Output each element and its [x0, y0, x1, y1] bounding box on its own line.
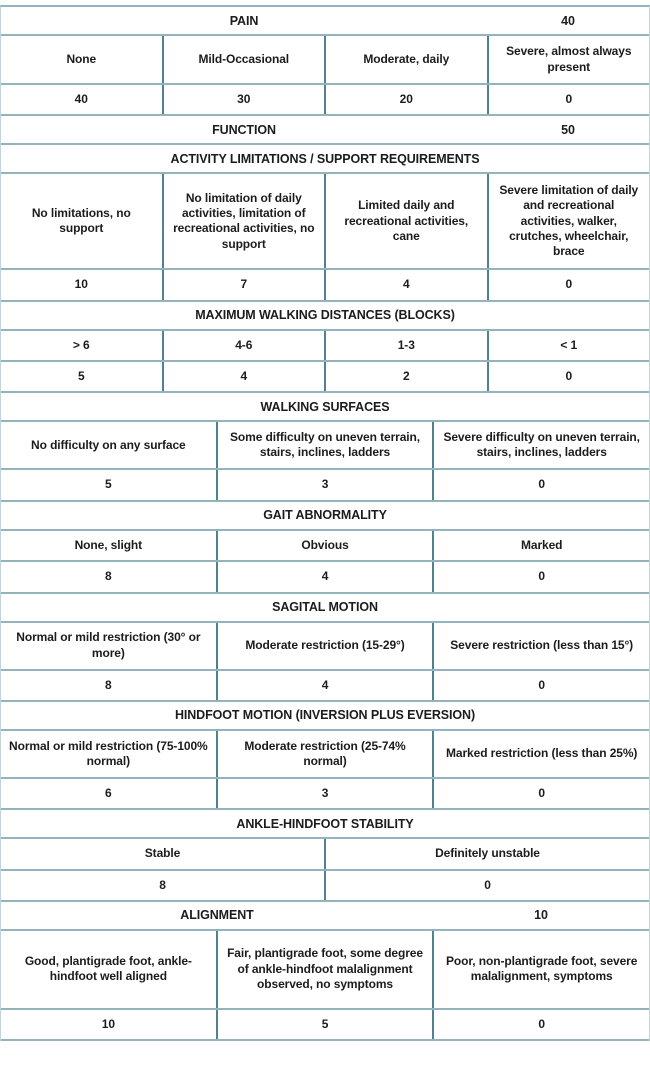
alignment-options-row: [1, 931, 649, 1010]
gait-value: 4: [216, 562, 433, 591]
hindfoot-option-moderate: Moderate restriction (25-74% normal): [216, 731, 433, 777]
hindfoot-option-normal: Normal or mild restriction (75-100% normal): [9, 738, 208, 768]
activity-option-no-daily-limitation: No limitation of daily activities, limitation of recreational activities, no support: [162, 174, 325, 268]
hindfoot-value: 3: [216, 779, 433, 808]
walking-surfaces-values-row: [1, 470, 649, 501]
walking-distances-header-row: [1, 302, 649, 331]
distance-value: 2: [324, 362, 487, 391]
stability-values-row: [1, 871, 649, 902]
alignment-values-row: [1, 1010, 649, 1041]
pain-value: 30: [162, 85, 325, 114]
surface-option-no-difficulty: No difficulty on any surface: [31, 437, 186, 452]
activity-limitations-options-row: [1, 174, 649, 270]
pain-option-mild: Mild-Occasional: [162, 36, 325, 83]
pain-value: 0: [487, 85, 650, 114]
sagital-motion-section-title: SAGITAL MOTION: [272, 600, 378, 615]
function-section-title: FUNCTION: [212, 122, 276, 137]
gait-option-none: None, slight: [74, 537, 143, 552]
pain-options-row: [1, 36, 649, 85]
alignment-option-good: Good, plantigrade foot, ankle-hindfoot well aligned: [24, 954, 192, 984]
activity-option-severe-limitation: Severe limitation of daily and recreational activities, walker, crutches, wheelchair, brace: [487, 174, 650, 268]
pain-option-none: None: [66, 51, 97, 66]
stability-option-unstable: Definitely unstable: [324, 839, 649, 868]
alignment-value: 0: [432, 1010, 649, 1039]
activity-option-no-limitations: No limitations, no support: [31, 206, 131, 236]
pain-option-severe: Severe, almost always present: [487, 36, 650, 83]
gait-header-row: [1, 502, 649, 531]
distance-value: 4: [162, 362, 325, 391]
walking-distances-values-row: [1, 362, 649, 393]
activity-value: 0: [487, 270, 650, 299]
hindfoot-motion-section-title: HINDFOOT MOTION (INVERSION PLUS EVERSION): [174, 708, 476, 723]
stability-option-stable: Stable: [144, 846, 181, 861]
walking-distances-options-row: [1, 331, 649, 362]
gait-option-obvious: Obvious: [216, 531, 433, 560]
distance-option-lt1: < 1: [487, 331, 650, 360]
activity-option-limited: Limited daily and recreational activities, cane: [324, 174, 487, 268]
function-section-max-score: 50: [561, 122, 575, 137]
gait-options-row: [1, 531, 649, 562]
stability-options-row: [1, 839, 649, 870]
gait-values-row: [1, 562, 649, 593]
gait-option-marked: Marked: [432, 531, 649, 560]
sagital-value: 8: [105, 677, 112, 692]
pain-section-title: PAIN: [229, 13, 259, 28]
walking-surfaces-options-row: [1, 422, 649, 470]
distance-value: 5: [77, 369, 85, 384]
alignment-header-row: [1, 902, 649, 931]
alignment-value: 5: [216, 1010, 433, 1039]
alignment-option-poor: Poor, non-plantigrade foot, severe malalignment, symptoms: [432, 931, 649, 1008]
gait-value: 8: [105, 569, 112, 584]
sagital-motion-values-row: [1, 671, 649, 702]
distance-option-gt6: > 6: [72, 337, 90, 352]
gait-value: 0: [432, 562, 649, 591]
sagital-motion-header-row: [1, 594, 649, 623]
hindfoot-value: 6: [105, 785, 112, 800]
alignment-section-max-score: 10: [534, 908, 548, 923]
hindfoot-motion-values-row: [1, 779, 649, 810]
pain-value: 40: [74, 92, 88, 106]
hindfoot-value: 0: [432, 779, 649, 808]
surface-value: 5: [105, 477, 112, 492]
hindfoot-motion-options-row: [1, 731, 649, 779]
stability-value: 0: [324, 871, 649, 900]
surface-option-severe-difficulty: Severe difficulty on uneven terrain, stairs, inclines, ladders: [432, 422, 649, 468]
activity-limitations-values-row: [1, 270, 649, 301]
sagital-motion-options-row: [1, 623, 649, 671]
walking-distances-section-title: MAXIMUM WALKING DISTANCES (BLOCKS): [195, 308, 455, 323]
walking-surfaces-header-row: [1, 393, 649, 422]
sagital-value: 4: [216, 671, 433, 700]
alignment-option-fair: Fair, plantigrade foot, some degree of ankle-hindfoot malalignment observed, no symptoms: [216, 931, 433, 1008]
sagital-option-moderate: Moderate restriction (15-29°): [216, 623, 433, 669]
gait-section-title: GAIT ABNORMALITY: [263, 508, 387, 523]
surface-value: 3: [216, 470, 433, 499]
pain-header-row: [1, 7, 649, 36]
pain-values-row: [1, 85, 649, 116]
stability-section-title: ANKLE-HINDFOOT STABILITY: [236, 816, 414, 831]
activity-value: 4: [324, 270, 487, 299]
alignment-section-title: ALIGNMENT: [180, 908, 254, 923]
pain-section-max-score: 40: [561, 13, 575, 28]
surface-option-some-difficulty: Some difficulty on uneven terrain, stairs, inclines, ladders: [216, 422, 433, 468]
stability-header-row: [1, 810, 649, 839]
hindfoot-motion-header-row: [1, 702, 649, 731]
alignment-value: 10: [101, 1016, 115, 1031]
stability-value: 8: [159, 877, 166, 892]
sagital-option-normal: Normal or mild restriction (30° or more): [16, 630, 201, 660]
surface-value: 0: [432, 470, 649, 499]
pain-value: 20: [324, 85, 487, 114]
walking-surfaces-section-title: WALKING SURFACES: [260, 399, 390, 414]
sagital-option-severe: Severe restriction (less than 15°): [432, 623, 649, 669]
activity-value: 7: [162, 270, 325, 299]
sagital-value: 0: [432, 671, 649, 700]
pain-option-moderate: Moderate, daily: [324, 36, 487, 83]
distance-value: 0: [487, 362, 650, 391]
hindfoot-option-marked: Marked restriction (less than 25%): [432, 731, 649, 777]
activity-value: 10: [74, 277, 88, 292]
activity-limitations-header-row: [1, 145, 649, 174]
aofas-score-table: [0, 5, 650, 1041]
activity-limitations-section-title: ACTIVITY LIMITATIONS / SUPPORT REQUIREMENTS: [170, 151, 480, 166]
distance-option-1-3: 1-3: [324, 331, 487, 360]
function-header-row: [1, 116, 649, 145]
distance-option-4-6: 4-6: [162, 331, 325, 360]
